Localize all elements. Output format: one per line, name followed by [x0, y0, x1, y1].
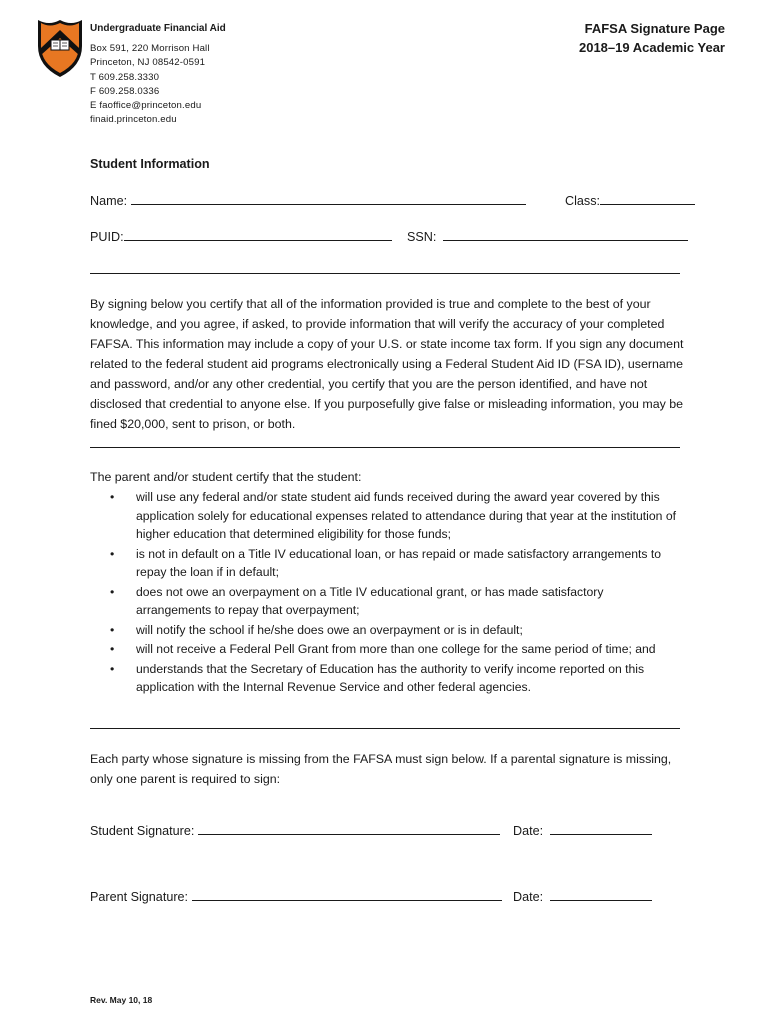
- student-date-field: [513, 823, 652, 838]
- name-input-line[interactable]: [131, 193, 526, 205]
- list-item: [110, 640, 680, 659]
- fax-line: F 609.258.0336: [90, 86, 160, 97]
- name-field: [90, 193, 526, 208]
- org-name: Undergraduate Financial Aid: [90, 23, 226, 34]
- parent-date-label: Date:: [513, 890, 544, 904]
- puid-label: PUID:: [90, 230, 124, 244]
- student-signature-line[interactable]: [198, 823, 500, 835]
- parent-signature-label: Parent Signature:: [90, 890, 189, 904]
- puid-input-line[interactable]: [124, 229, 392, 241]
- class-label: Class:: [565, 194, 600, 208]
- academic-year: 2018–19 Academic Year: [578, 40, 725, 55]
- address-line: Box 591, 220 Morrison Hall: [90, 43, 210, 54]
- name-label: Name:: [90, 194, 128, 208]
- list-item: [110, 621, 680, 640]
- bullet-icon: •: [110, 661, 115, 676]
- ssn-field: [407, 229, 688, 244]
- statement-intro: The parent and/or student certify that the student:: [90, 470, 362, 484]
- list-item: [110, 488, 680, 544]
- bullet-icon: •: [110, 490, 115, 504]
- address-line: Princeton, NJ 08542-0591: [90, 57, 206, 68]
- ssn-label: SSN:: [407, 230, 437, 244]
- statement-list: [110, 488, 680, 698]
- website-line: finaid.princeton.edu: [90, 114, 177, 125]
- phone-line: T 609.258.3330: [90, 72, 160, 83]
- bullet-icon: •: [110, 584, 115, 599]
- list-item-text: does not owe an overpayment on a Title IV educational grant, or has made satisfactory arrangements to repay that overpayment;: [136, 584, 604, 617]
- class-field: [565, 193, 695, 208]
- signature-note: Each party whose signature is missing from the FAFSA must sign below. If a parental signature is missing, only one parent is required to sign:: [90, 752, 672, 786]
- bullet-icon: •: [110, 642, 115, 656]
- revision-date: Rev. May 10, 18: [90, 995, 153, 1005]
- bullet-icon: •: [110, 546, 115, 561]
- student-info-heading: Student Information: [90, 157, 210, 171]
- divider: [90, 728, 680, 729]
- parent-signature-line[interactable]: [192, 889, 502, 901]
- student-date-label: Date:: [513, 824, 544, 838]
- student-signature-field: [90, 823, 500, 838]
- list-item-text: will notify the school if he/she does owe an overpayment or is in default;: [136, 622, 523, 637]
- divider: [90, 447, 680, 448]
- list-item-text: will use any federal and/or state student aid funds received during the award year covered by this application solely for educational expenses related to attendance during that year at the institution of higher education that determined eligibility for those funds;: [136, 490, 676, 541]
- divider: [90, 273, 680, 274]
- email-line: E faoffice@princeton.edu: [90, 100, 202, 111]
- puid-field: [90, 229, 392, 244]
- list-item-text: understands that the Secretary of Education has the authority to verify income reported on this application with the Internal Revenue Service and other federal agencies.: [136, 661, 645, 694]
- student-signature-label: Student Signature:: [90, 824, 195, 838]
- student-date-line[interactable]: [550, 823, 652, 835]
- list-item: [110, 583, 680, 620]
- list-item: [110, 660, 680, 697]
- class-input-line[interactable]: [600, 193, 695, 205]
- list-item: [110, 545, 680, 582]
- parent-signature-field: [90, 889, 502, 904]
- parent-date-field: [513, 889, 652, 904]
- list-item-text: will not receive a Federal Pell Grant from more than one college for the same period of time; and: [136, 642, 656, 656]
- bullet-icon: •: [110, 622, 115, 637]
- list-item-text: is not in default on a Title IV educational loan, or has repaid or made satisfactory arrangements to repay the loan if in default;: [136, 546, 662, 579]
- parent-date-line[interactable]: [550, 889, 652, 901]
- princeton-shield-logo: [37, 18, 83, 78]
- certification-paragraph: By signing below you certify that all of the information provided is true and complete to the best of your knowledge, and you agree, if asked, to provide information that will verify the accuracy of your completed FAFSA. This information may include a copy of your U.S. or state income tax form. If you sign any document related to the federal student aid programs electronically using a Federal Student Aid ID (FSA ID), username and password, and/or any other credential, you certify that you are the person identified, and have not disclosed that credential to anyone else. If you purposefully give false or misleading information, you may be fined $20,000, sent to prison, or both.: [90, 297, 684, 431]
- form-title: FAFSA Signature Page: [584, 21, 725, 36]
- ssn-input-line[interactable]: [443, 229, 688, 241]
